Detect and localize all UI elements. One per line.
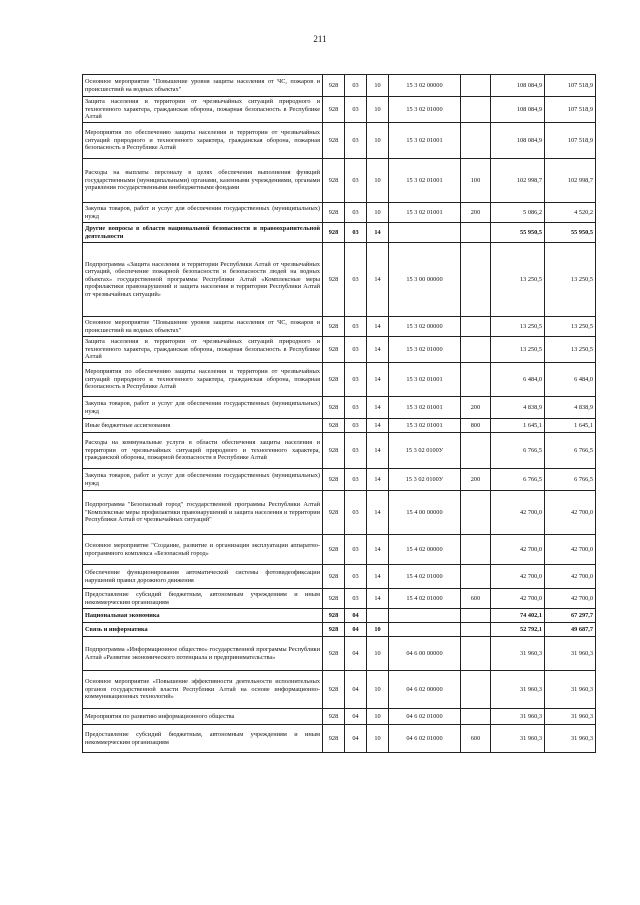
row-csr: 15 3 02 01000 [389,337,461,363]
row-name: Основное мероприятие "Повышение уровня защиты населения от ЧС, пожаров и происшествий на водных объектах" [83,75,323,97]
row-name: Основное мероприятие "Создание, развитие и организация эксплуатации аппаратно-программного комплекса «Безопасный город» [83,535,323,565]
row-vr: 200 [461,203,491,223]
row-gr: 928 [323,97,345,123]
row-pr: 14 [367,243,389,317]
table-row [83,637,596,671]
row-gr: 928 [323,671,345,709]
row-sum-2: 6 484,0 [545,363,596,397]
row-rz: 03 [345,337,367,363]
row-name: Закупка товаров, работ и услуг для обеспечения государственных (муниципальных) нужд [83,397,323,419]
row-sum-2: 13 250,5 [545,337,596,363]
row-pr: 10 [367,75,389,97]
row-sum-1: 6 766,5 [491,433,545,469]
row-sum-2: 42 700,0 [545,535,596,565]
budget-table [82,74,596,753]
row-rz: 04 [345,671,367,709]
row-sum-1: 31 960,3 [491,671,545,709]
row-gr: 928 [323,565,345,589]
row-vr [461,363,491,397]
table-row [83,123,596,159]
row-vr [461,565,491,589]
row-vr: 600 [461,725,491,753]
row-sum-1: 6 766,5 [491,469,545,491]
row-pr: 14 [367,589,389,609]
row-csr: 15 4 02 01000 [389,565,461,589]
row-pr: 10 [367,203,389,223]
row-gr: 928 [323,397,345,419]
row-name: Мероприятия по обеспечению защиты населения и территории от чрезвычайных ситуаций природного и техногенного характера, гражданская оборона, пожарная безопасность в Республике Алтай [83,363,323,397]
row-pr: 10 [367,159,389,203]
row-sum-1: 1 645,1 [491,419,545,433]
row-sum-2: 31 960,3 [545,709,596,725]
row-sum-1: 31 960,3 [491,709,545,725]
row-rz: 03 [345,159,367,203]
row-rz: 03 [345,535,367,565]
row-sum-2: 55 950,5 [545,223,596,243]
row-sum-1: 108 084,9 [491,75,545,97]
row-csr: 15 3 02 00000 [389,317,461,337]
row-pr: 10 [367,671,389,709]
row-sum-2: 4 520,2 [545,203,596,223]
row-pr: 14 [367,565,389,589]
row-rz: 03 [345,223,367,243]
row-vr [461,623,491,637]
row-csr: 15 3 02 01001 [389,123,461,159]
row-sum-1: 42 700,0 [491,589,545,609]
row-rz: 03 [345,97,367,123]
row-vr [461,535,491,565]
row-vr: 200 [461,469,491,491]
row-gr: 928 [323,419,345,433]
row-name: Предоставление субсидий бюджетным, автономным учреждениям и иным некоммерческим организациям [83,725,323,753]
row-name: Основное мероприятие «Повышение эффективности деятельности исполнительных органов государственной власти Республики Алтай на основе информационно-коммуникационных технологий» [83,671,323,709]
row-rz: 03 [345,565,367,589]
row-sum-1: 5 086,2 [491,203,545,223]
row-vr [461,609,491,623]
table-row [83,317,596,337]
row-sum-1: 42 700,0 [491,535,545,565]
row-gr: 928 [323,75,345,97]
table-row [83,243,596,317]
row-gr: 928 [323,243,345,317]
row-name: Закупка товаров, работ и услуг для обеспечения государственных (муниципальных) нужд [83,203,323,223]
row-sum-1: 108 084,9 [491,97,545,123]
row-gr: 928 [323,337,345,363]
row-sum-1: 42 700,0 [491,491,545,535]
row-rz: 03 [345,317,367,337]
row-pr: 14 [367,337,389,363]
row-csr: 15 3 02 00000 [389,75,461,97]
row-rz: 04 [345,609,367,623]
row-rz: 03 [345,397,367,419]
row-vr [461,637,491,671]
row-sum-2: 31 960,3 [545,671,596,709]
row-sum-1: 74 402,1 [491,609,545,623]
row-sum-2: 107 518,9 [545,123,596,159]
page-number: 211 [313,34,327,44]
row-vr: 100 [461,159,491,203]
table-row [83,725,596,753]
row-rz: 03 [345,363,367,397]
row-sum-2: 107 518,9 [545,75,596,97]
row-sum-2: 67 297,7 [545,609,596,623]
row-pr: 14 [367,317,389,337]
row-rz: 04 [345,637,367,671]
row-vr [461,223,491,243]
row-vr [461,671,491,709]
row-pr [367,609,389,623]
row-rz: 04 [345,623,367,637]
row-pr: 14 [367,433,389,469]
row-gr: 928 [323,637,345,671]
row-vr: 800 [461,419,491,433]
row-name: Национальная экономика [83,609,323,623]
row-vr [461,75,491,97]
row-gr: 928 [323,609,345,623]
table-row [83,75,596,97]
row-rz: 04 [345,709,367,725]
row-csr [389,609,461,623]
row-vr [461,433,491,469]
row-pr: 10 [367,97,389,123]
row-name: Закупка товаров, работ и услуг для обеспечения государственных (муниципальных) нужд [83,469,323,491]
table-row [83,433,596,469]
row-gr: 928 [323,535,345,565]
row-name: Подпрограмма «Информационное общество» государственной программы Республики Алтай «Развитие экономического потенциала и предпринимательства» [83,637,323,671]
row-vr [461,243,491,317]
table-row [83,565,596,589]
table-row [83,397,596,419]
row-pr: 14 [367,491,389,535]
row-csr [389,223,461,243]
row-name: Защита населения и территории от чрезвычайных ситуаций природного и техногенного характера, гражданская оборона, пожарная безопасность в Республике Алтай [83,97,323,123]
row-sum-2: 4 838,9 [545,397,596,419]
row-sum-1: 4 838,9 [491,397,545,419]
table-row [83,491,596,535]
row-csr: 15 4 02 00000 [389,535,461,565]
row-gr: 928 [323,709,345,725]
row-sum-2: 31 960,3 [545,725,596,753]
row-csr: 15 3 02 0100У [389,433,461,469]
row-sum-1: 52 792,1 [491,623,545,637]
row-sum-1: 31 960,3 [491,637,545,671]
row-rz: 03 [345,75,367,97]
row-csr: 15 3 02 01001 [389,397,461,419]
row-pr: 10 [367,123,389,159]
row-pr: 10 [367,725,389,753]
table-row [83,535,596,565]
row-sum-1: 108 084,9 [491,123,545,159]
row-name: Обеспечение функционирования автоматической системы фотовидеофиксации нарушений правил дорожного движения [83,565,323,589]
row-csr: 15 3 02 01001 [389,363,461,397]
row-rz: 04 [345,725,367,753]
row-name: Расходы на выплаты персоналу в целях обеспечения выполнения функций государственными (муниципальными) органами, казенными учреждениями, органами управления государственными внебюджетными фондами [83,159,323,203]
row-gr: 928 [323,589,345,609]
table-row [83,709,596,725]
row-sum-2: 6 766,5 [545,469,596,491]
row-pr: 14 [367,223,389,243]
row-pr: 14 [367,419,389,433]
row-pr: 10 [367,637,389,671]
row-rz: 03 [345,243,367,317]
table-row [83,469,596,491]
row-gr: 928 [323,725,345,753]
row-name: Связь и информатика [83,623,323,637]
row-csr: 15 3 02 01000 [389,97,461,123]
row-pr: 14 [367,535,389,565]
row-rz: 03 [345,433,367,469]
row-name: Другие вопросы в области национальной безопасности и правоохранительной деятельности [83,223,323,243]
row-sum-2: 13 250,5 [545,317,596,337]
row-sum-1: 6 484,0 [491,363,545,397]
row-vr [461,337,491,363]
row-csr: 15 4 00 00000 [389,491,461,535]
row-sum-1: 42 700,0 [491,565,545,589]
row-name: Подпрограмма "Безопасный город" государственной программы Республики Алтай "Комплексные меры профилактики правонарушений и защита населения и территории Республики Алтай от чрезвычайных ситуаций" [83,491,323,535]
row-gr: 928 [323,469,345,491]
table-row [83,671,596,709]
table-row [83,363,596,397]
row-gr: 928 [323,203,345,223]
row-gr: 928 [323,159,345,203]
row-csr: 15 4 02 01000 [389,589,461,609]
row-vr [461,491,491,535]
row-gr: 928 [323,123,345,159]
row-vr: 600 [461,589,491,609]
row-gr: 928 [323,223,345,243]
row-csr: 04 6 02 01000 [389,709,461,725]
row-rz: 03 [345,419,367,433]
row-vr [461,317,491,337]
row-rz: 03 [345,589,367,609]
row-sum-2: 31 960,3 [545,637,596,671]
row-name: Мероприятия по обеспечению защиты населения и территории от чрезвычайных ситуаций природного и техногенного характера, гражданская оборона, пожарная безопасность в Республике Алтай [83,123,323,159]
row-name: Иные бюджетные ассигнования [83,419,323,433]
row-csr: 15 3 02 01001 [389,159,461,203]
table-row [83,203,596,223]
row-csr: 15 3 00 00000 [389,243,461,317]
table-row [83,609,596,623]
row-sum-2: 13 250,5 [545,243,596,317]
row-csr: 15 3 02 01001 [389,203,461,223]
row-sum-2: 107 518,9 [545,97,596,123]
row-sum-1: 31 960,3 [491,725,545,753]
row-name: Основное мероприятие "Повышение уровня защиты населения от ЧС, пожаров и происшествий на водных объектах" [83,317,323,337]
row-gr: 928 [323,317,345,337]
row-name: Подпрограмма «Защита населения и территории Республики Алтай от чрезвычайных ситуаций, обеспечение пожарной безопасности и безопасности людей на водных объектах» государственной программы Республики Алтай «Комплексные меры профилактики правонарушений и защита населения и территории Республики Алтай от чрезвычайных ситуаций» [83,243,323,317]
row-sum-2: 42 700,0 [545,565,596,589]
table-row [83,337,596,363]
row-pr: 14 [367,469,389,491]
row-pr: 10 [367,709,389,725]
table-row [83,623,596,637]
table-body [83,75,596,753]
row-sum-2: 102 998,7 [545,159,596,203]
table-row [83,223,596,243]
table-row [83,97,596,123]
row-gr: 928 [323,491,345,535]
row-sum-1: 102 998,7 [491,159,545,203]
row-sum-2: 42 700,0 [545,491,596,535]
row-sum-1: 13 250,5 [491,337,545,363]
row-name: Защита населения и территории от чрезвычайных ситуаций природного и техногенного характера, гражданская оборона, пожарная безопасность в Республике Алтай [83,337,323,363]
row-sum-2: 1 645,1 [545,419,596,433]
row-pr: 14 [367,397,389,419]
row-vr [461,709,491,725]
table-row [83,159,596,203]
table-row [83,419,596,433]
row-csr: 04 6 02 00000 [389,671,461,709]
row-sum-1: 13 250,5 [491,317,545,337]
row-vr [461,97,491,123]
row-gr: 928 [323,623,345,637]
row-sum-1: 13 250,5 [491,243,545,317]
row-csr: 15 3 02 0100У [389,469,461,491]
row-sum-2: 49 687,7 [545,623,596,637]
row-rz: 03 [345,491,367,535]
row-gr: 928 [323,433,345,469]
row-pr: 10 [367,623,389,637]
row-name: Мероприятия по развитию информационного общества [83,709,323,725]
row-name: Предоставление субсидий бюджетным, автономным учреждениям и иным некоммерческим организациям [83,589,323,609]
row-vr [461,123,491,159]
row-pr: 14 [367,363,389,397]
row-csr: 04 6 00 00000 [389,637,461,671]
row-vr: 200 [461,397,491,419]
row-csr: 04 6 02 01000 [389,725,461,753]
row-sum-2: 42 700,0 [545,589,596,609]
table-row [83,589,596,609]
row-csr [389,623,461,637]
row-rz: 03 [345,203,367,223]
row-rz: 03 [345,469,367,491]
row-sum-2: 6 766,5 [545,433,596,469]
row-gr: 928 [323,363,345,397]
row-rz: 03 [345,123,367,159]
row-csr: 15 3 02 01001 [389,419,461,433]
row-name: Расходы на коммунальные услуги в области обеспечения защиты населения и территории от чрезвычайных ситуаций природного и техногенного характера, гражданской обороны, пожарной безопасности в Республике Алтай [83,433,323,469]
row-sum-1: 55 950,5 [491,223,545,243]
